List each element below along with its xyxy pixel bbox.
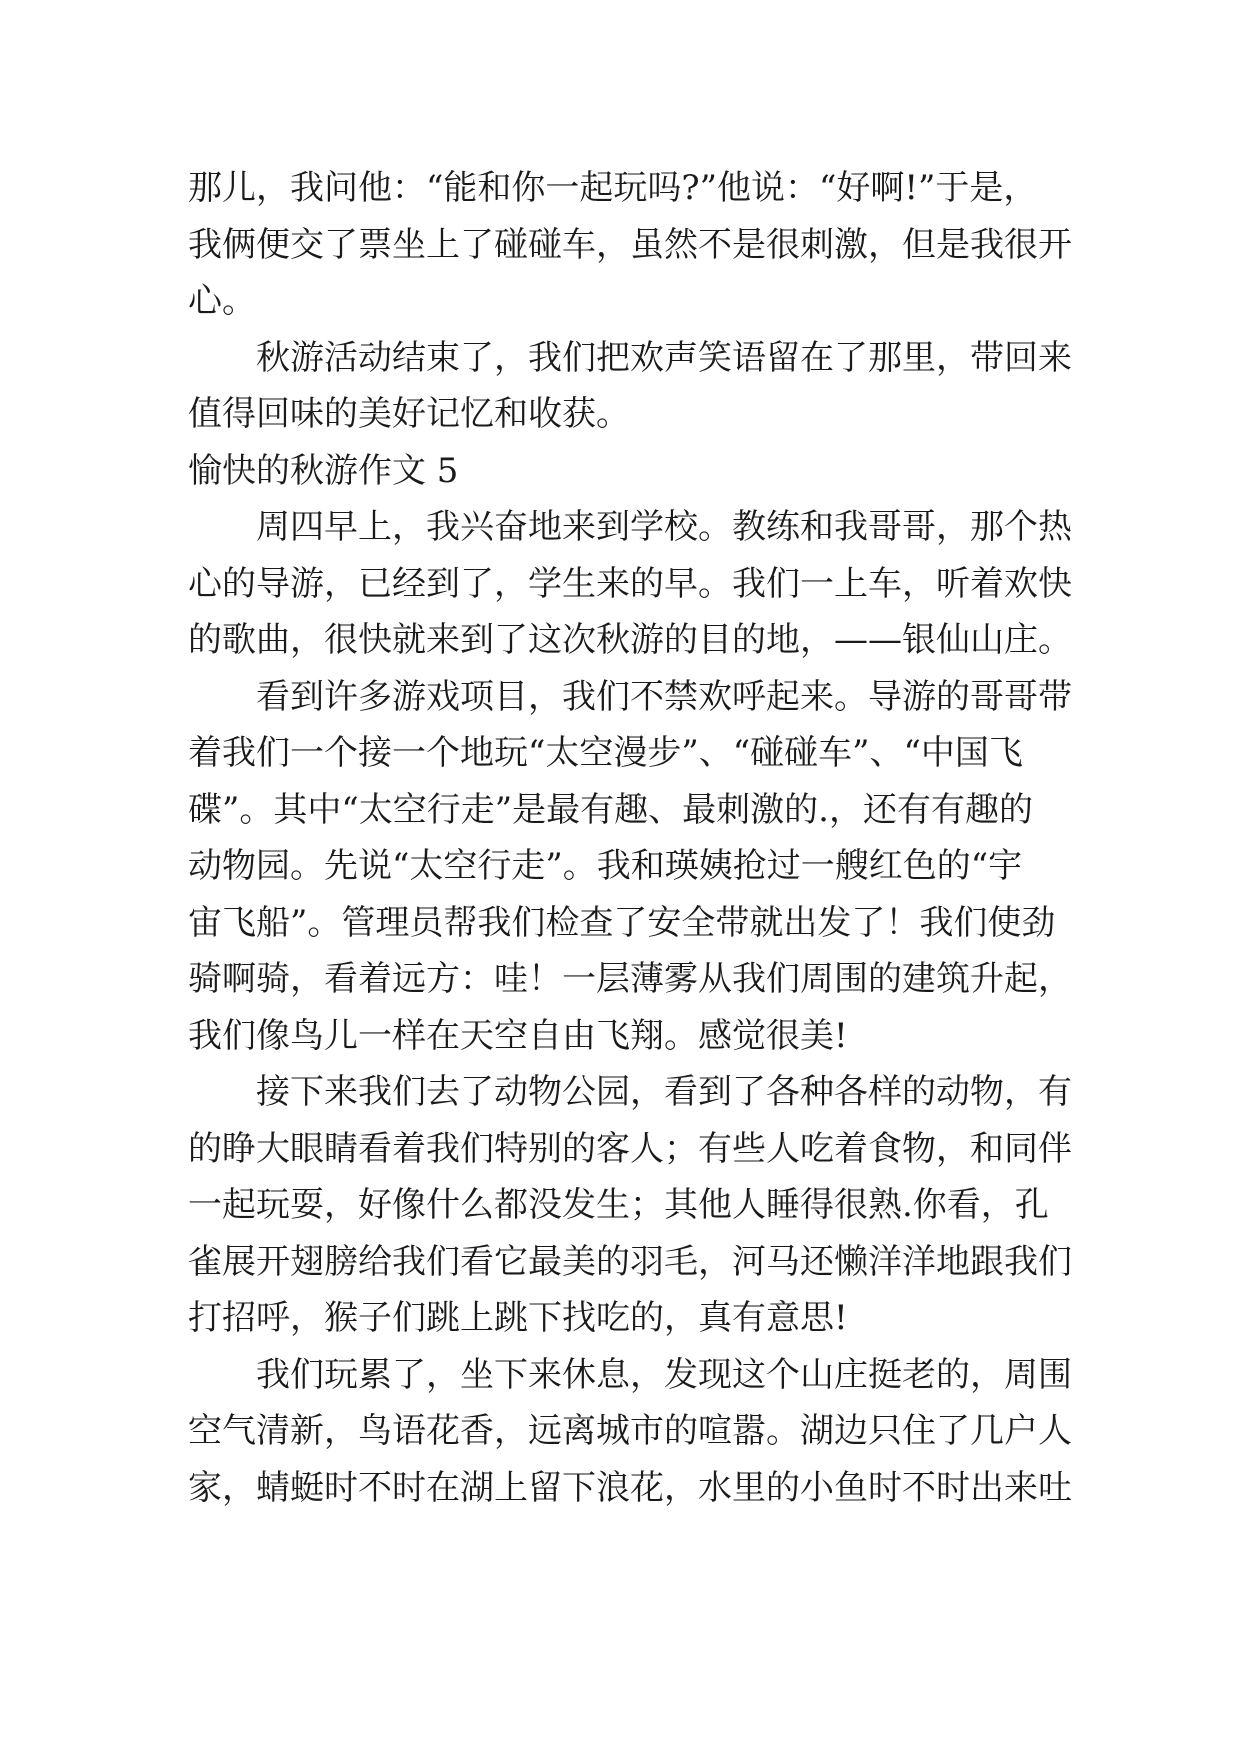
text-line: 那儿，我问他：“能和你一起玩吗?”他说：“好啊!”于是，	[188, 168, 1038, 208]
text-line: 的歌曲，很快就来到了这次秋游的目的地，——银仙山庄。	[188, 620, 1072, 660]
text-line: 我俩便交了票坐上了碰碰车，虽然不是很刺激，但是我很开	[188, 224, 1072, 265]
text-line: 接下来我们去了动物公园，看到了各种各样的动物，有	[256, 1072, 1072, 1112]
text-line: 我们玩累了，坐下来休息，发现这个山庄挺老的，周围	[256, 1354, 1072, 1395]
text-line: 碟”。其中“太空行走”是最有趣、最刺激的.，还有有趣的	[188, 789, 1033, 830]
text-line: 家，蜻蜓时不时在湖上留下浪花，水里的小鱼时不时出来吐	[188, 1467, 1072, 1508]
text-line: 宙飞船”。管理员帮我们检查了安全带就出发了！我们使劲	[188, 902, 1056, 943]
text-line: 空气清新，鸟语花香，远离城市的喧嚣。湖边只住了几户人	[188, 1411, 1072, 1451]
document-body	[188, 160, 1072, 1516]
text-line: 看到许多游戏项目，我们不禁欢呼起来。导游的哥哥带	[256, 676, 1072, 717]
text-line: 心。	[188, 281, 256, 321]
text-line: 着我们一个接一个地玩“太空漫步”、“碰碰车”、“中国飞	[188, 733, 1023, 773]
text-line: 动物园。先说“太空行走”。我和瑛姨抢过一艘红色的“宇	[188, 846, 1023, 886]
text-line: 心的导游，已经到了，学生来的早。我们一上车，听着欢快	[188, 563, 1072, 604]
text-line: 我们像鸟儿一样在天空自由飞翔。感觉很美!	[188, 1015, 848, 1056]
section-heading: 愉快的秋游作文 5	[188, 450, 459, 491]
text-line: 雀展开翅膀给我们看它最美的羽毛，河马还懒洋洋地跟我们	[188, 1241, 1072, 1282]
text-line: 骑啊骑，看着远方：哇！一层薄雾从我们周围的建筑升起，	[188, 959, 1072, 999]
text-line: 打招呼，猴子们跳上跳下找吃的，真有意思!	[188, 1298, 848, 1338]
text-line: 周四早上，我兴奋地来到学校。教练和我哥哥，那个热	[256, 507, 1072, 547]
text-line: 的睁大眼睛看着我们特别的客人；有些人吃着食物，和同伴	[188, 1128, 1072, 1169]
text-line: 值得回味的美好记忆和收获。	[188, 394, 630, 434]
text-line: 一起玩耍，好像什么都没发生；其他人睡得很熟.你看，孔	[188, 1185, 1049, 1225]
text-line: 秋游活动结束了，我们把欢声笑语留在了那里，带回来	[256, 337, 1072, 378]
